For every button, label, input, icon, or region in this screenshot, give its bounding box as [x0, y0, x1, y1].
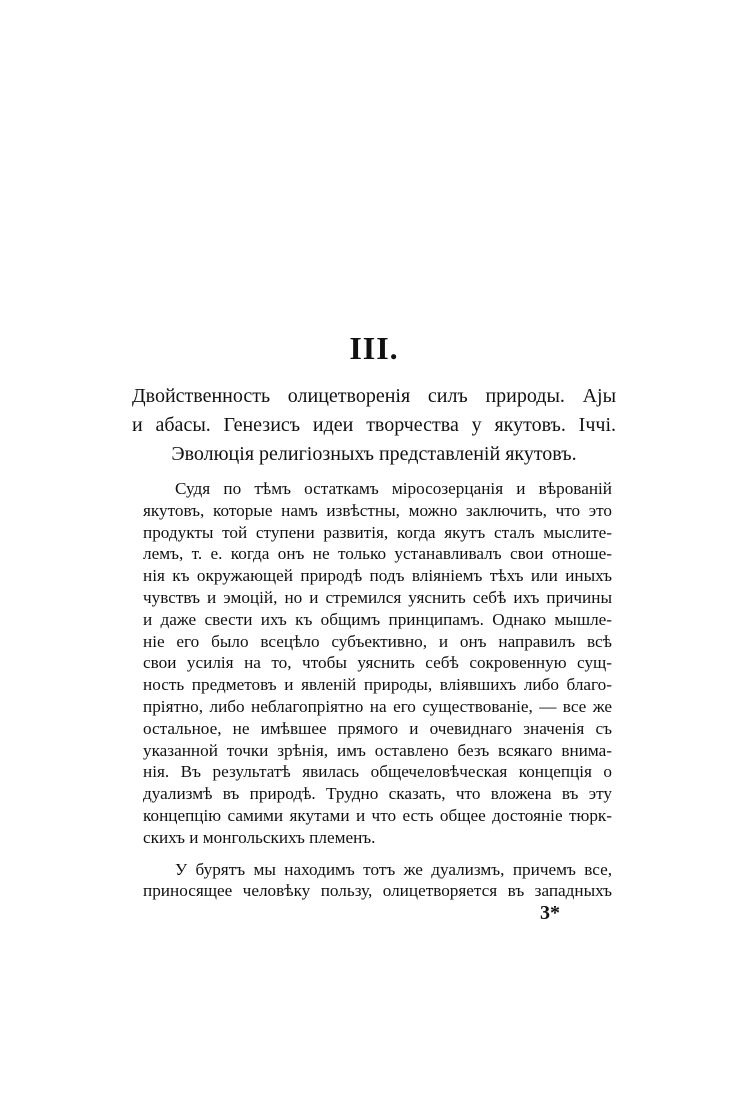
text-line: приносящее человѣку пользу, олицетворяется въ западныхъ — [143, 881, 612, 901]
text-line: ность предметовъ и явленій природы, вліявшихъ либо благо- — [143, 675, 612, 695]
chapter-title-line: Двойственность олицетворенія силъ природы. Аjы — [132, 385, 616, 407]
text-line: ніе его было всецѣло субъективно, и онъ направилъ всѣ — [143, 631, 612, 651]
chapter-title-line: Эволюція религіозныхъ представленій якутовъ. — [171, 443, 577, 465]
text-line: чувствъ и эмоцій, но и стремился уяснить себѣ ихъ причины — [143, 587, 612, 607]
text-line: и даже свести ихъ къ общимъ принципамъ. Однако мышле- — [143, 609, 612, 629]
signature-mark: 3* — [540, 902, 560, 924]
paragraph-gap — [143, 849, 612, 859]
text-line: скихъ и монгольскихъ племенъ. — [143, 827, 376, 847]
paragraph — [143, 478, 612, 849]
chapter-title-line: и абасы. Генезисъ идеи творчества у якутовъ. Іччі. — [132, 414, 616, 436]
chapter-number: III. — [349, 330, 399, 366]
body-text — [143, 478, 612, 902]
chapter-title — [132, 382, 616, 469]
text-line: Судя по тѣмъ остаткамъ міросозерцанія и вѣрованій — [175, 479, 612, 498]
text-line: дуализмѣ въ природѣ. Трудно сказать, что вложена въ эту — [143, 784, 612, 804]
text-line: нія къ окружающей природѣ подъ вліяніемъ тѣхъ или иныхъ — [143, 566, 612, 586]
text-line: якутовъ, которые намъ извѣстны, можно заключить, что это — [143, 500, 612, 520]
text-line: концепцію самими якутами и что есть общее достояніе тюрк- — [143, 805, 612, 825]
text-line: нія. Въ результатѣ явилась общечеловѣческая концепція о — [143, 762, 612, 782]
text-line: свои усилія на то, чтобы уяснить себѣ сокровенную сущ- — [143, 653, 612, 673]
paragraph — [143, 859, 612, 903]
text-line: лемъ, т. е. когда онъ не только устанавливалъ свои отноше- — [143, 544, 612, 564]
text-line: пріятно, либо неблагопріятно на его существованіе, — все же — [143, 696, 612, 716]
text-line: остальное, не имѣвшее прямого и очевиднаго значенія съ — [143, 718, 612, 738]
text-line: У бурятъ мы находимъ тотъ же дуализмъ, причемъ все, — [175, 859, 612, 879]
text-line: указанной точки зрѣнія, имъ оставлено безъ всякаго внима- — [143, 740, 612, 760]
text-line: продукты той ступени развитія, когда якутъ сталъ мыслите- — [143, 522, 612, 542]
